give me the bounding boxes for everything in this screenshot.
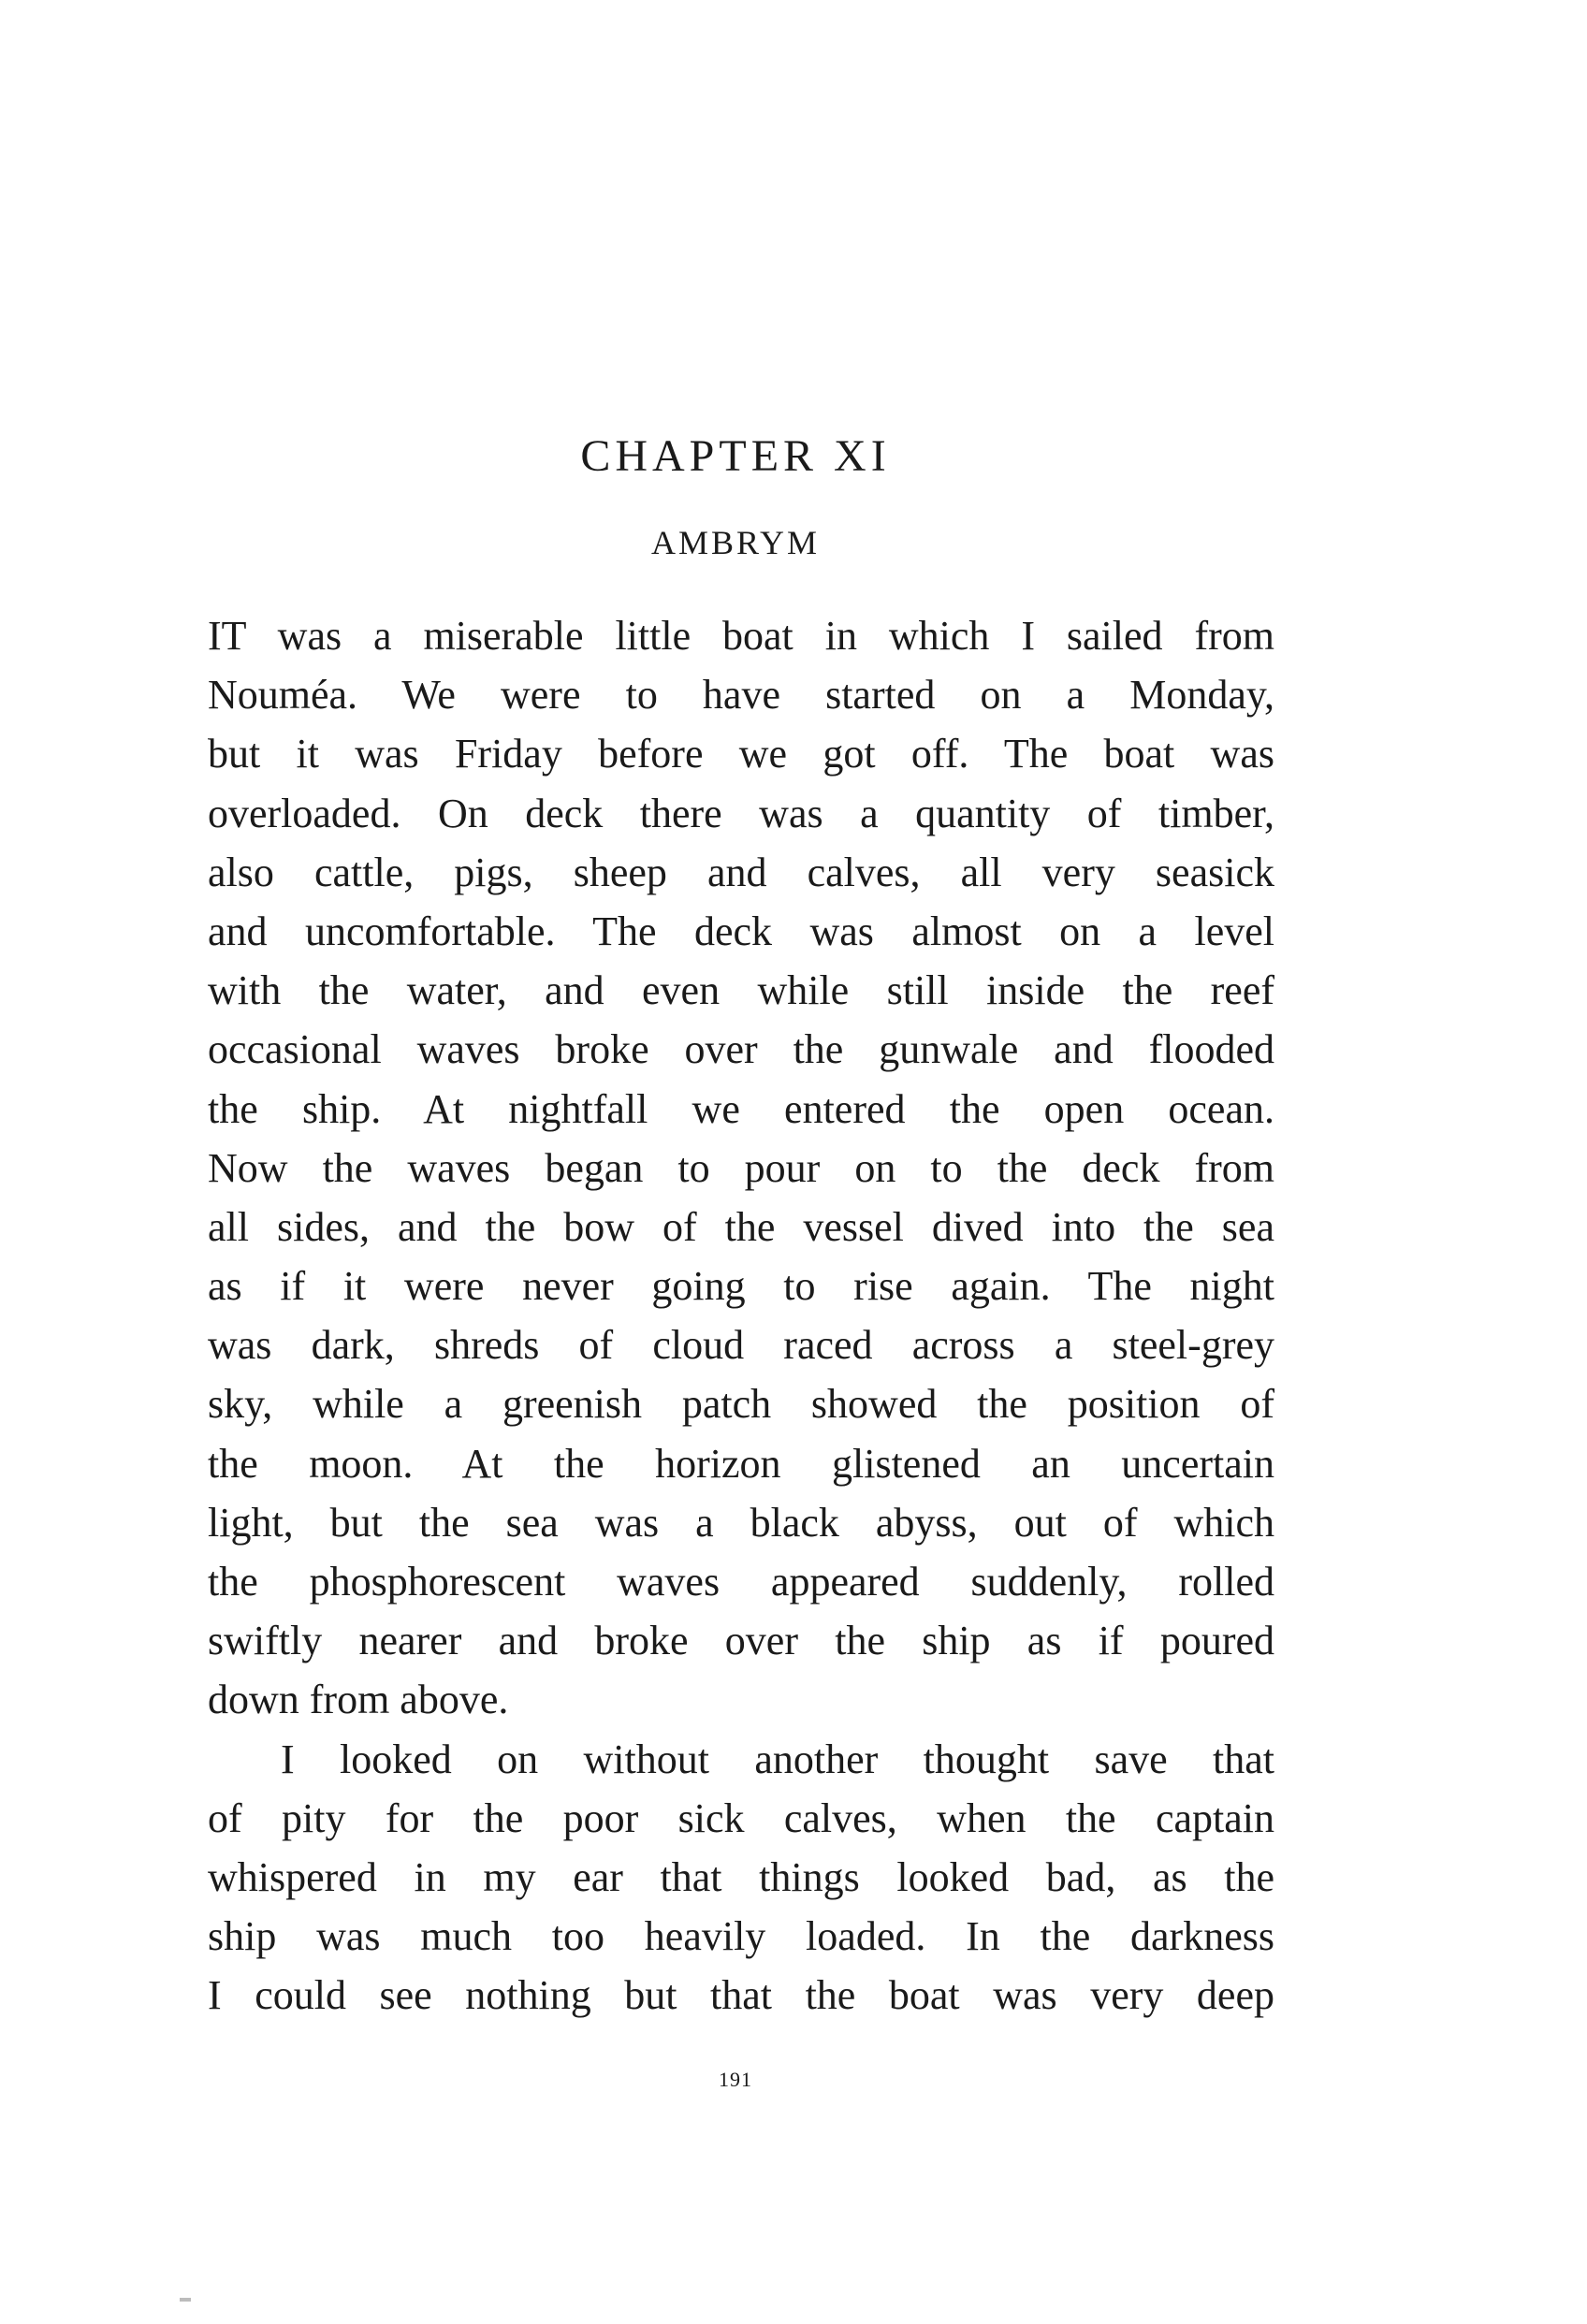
paragraph-1: [208, 606, 1274, 1730]
page-number: 191: [719, 2068, 752, 2091]
text-line: down from above.: [208, 1677, 509, 1723]
text-line: Now the waves began to pour on to the deck from: [208, 1144, 1274, 1191]
text-line: of pity for the poor sick calves, when the captain: [208, 1794, 1274, 1841]
text-line: Nouméa. We were to have started on a Monday,: [208, 672, 1274, 719]
text-line: I looked on without another thought save that: [281, 1736, 1274, 1782]
text-line: the phosphorescent waves appeared suddenly, rolled: [208, 1559, 1274, 1605]
scan-mark: [180, 2298, 191, 2302]
text-line: light, but the sea was a black abyss, out of which: [208, 1499, 1274, 1546]
text-line: with the water, and even while still inside the reef: [208, 967, 1274, 1014]
text-line: and uncomfortable. The deck was almost on a level: [208, 908, 1274, 954]
text-line: sky, while a greenish patch showed the position of: [208, 1381, 1274, 1428]
body-text: [208, 606, 1274, 2026]
text-line: but it was Friday before we got off. The boat was: [208, 731, 1274, 777]
text-line: all sides, and the bow of the vessel dived into the sea: [208, 1203, 1274, 1250]
text-line: I could see nothing but that the boat was very deep: [208, 1972, 1274, 2019]
text-line: was dark, shreds of cloud raced across a steel-grey: [208, 1322, 1274, 1369]
chapter-subtitle: AMBRYM: [650, 524, 821, 561]
paragraph-2: [208, 1730, 1274, 2026]
text-line: IT was a miserable little boat in which I sailed from: [208, 613, 1274, 659]
text-line: overloaded. On deck there was a quantity of timber,: [208, 790, 1274, 836]
text-line: as if it were never going to rise again. The night: [208, 1263, 1274, 1310]
text-line: whispered in my ear that things looked bad, as the: [208, 1853, 1274, 1900]
text-line: occasional waves broke over the gunwale and flooded: [208, 1026, 1274, 1073]
text-line: the ship. At nightfall we entered the open ocean.: [208, 1085, 1274, 1132]
text-line: swiftly nearer and broke over the ship as if poured: [208, 1618, 1274, 1664]
text-line: ship was much too heavily loaded. In the darkness: [208, 1913, 1274, 1960]
text-line: also cattle, pigs, sheep and calves, all very seasick: [208, 849, 1274, 895]
text-line: the moon. At the horizon glistened an uncertain: [208, 1440, 1274, 1487]
chapter-title: CHAPTER XI: [580, 431, 891, 481]
